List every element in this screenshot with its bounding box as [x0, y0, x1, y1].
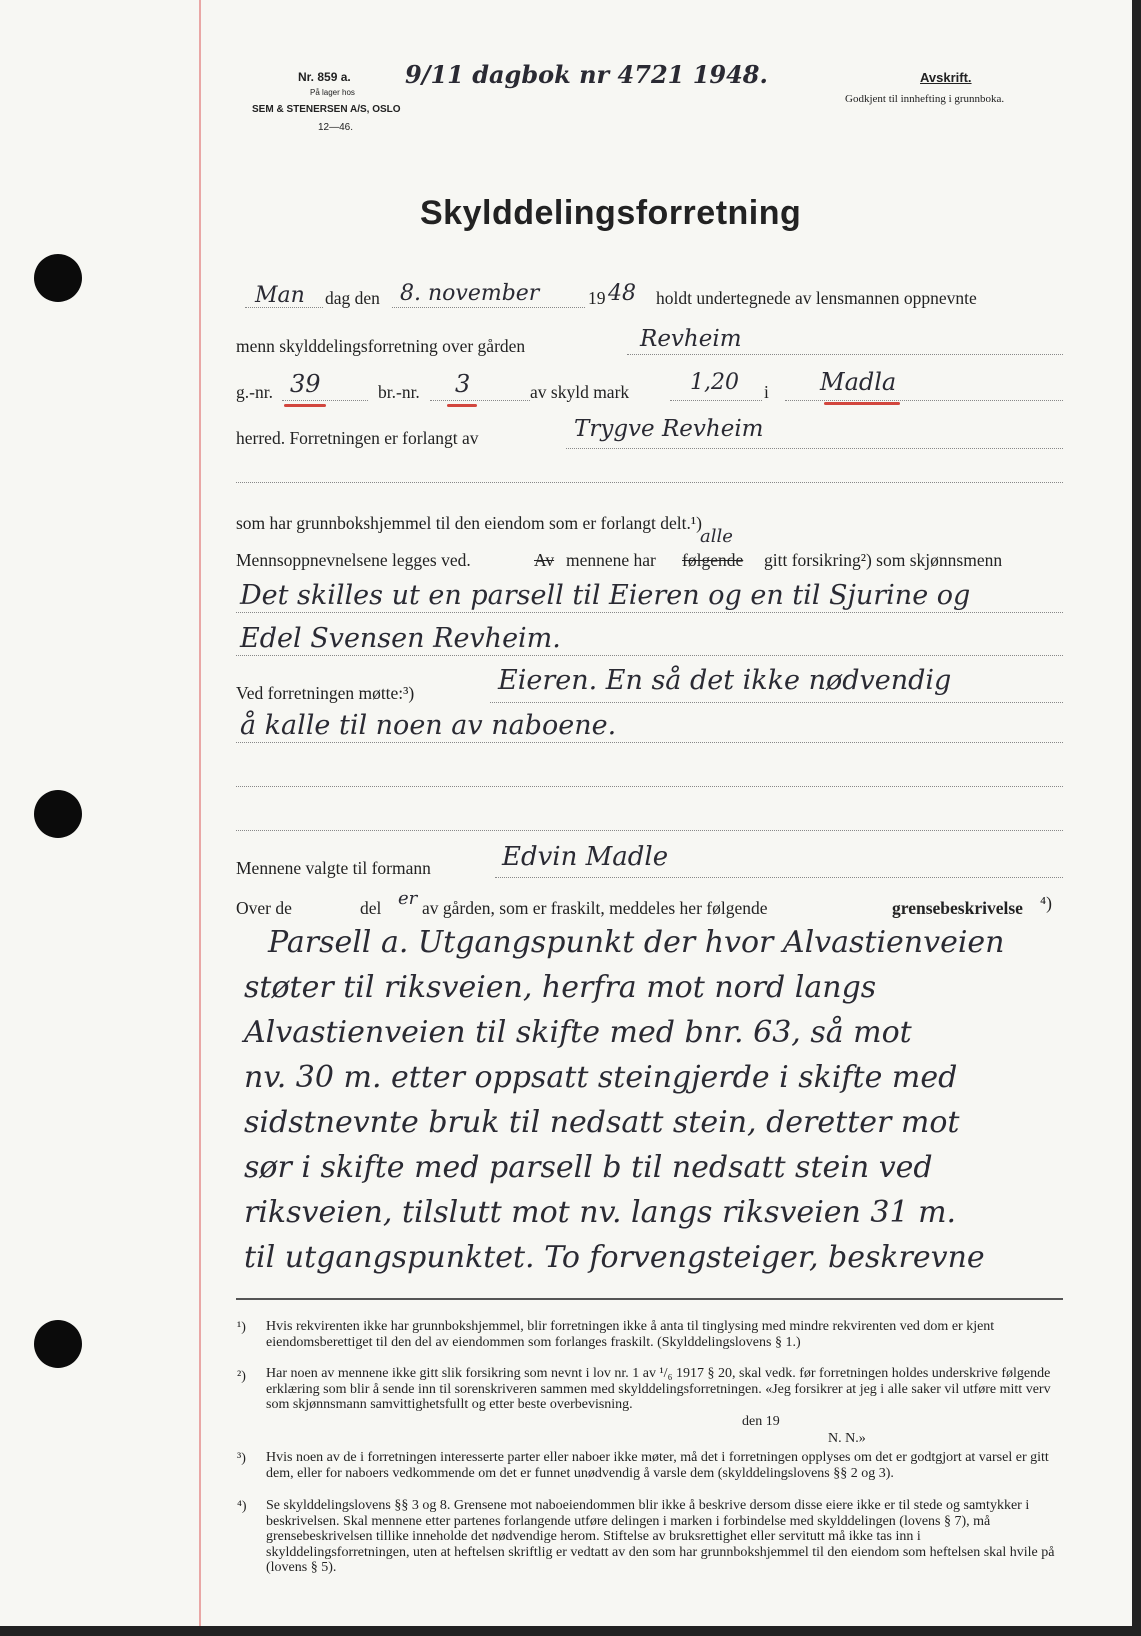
weekday-value: Man — [255, 283, 305, 308]
bnr-label: br.-nr. — [378, 382, 420, 402]
attend-label: Ved forretningen møtte:³) — [236, 683, 415, 703]
boundary-line: nv. 30 m. etter oppsatt steingjerde i skifte med — [244, 1060, 958, 1095]
footnote-number: ⁴) — [237, 1499, 247, 1514]
scan-edge — [1132, 0, 1141, 1636]
footnote-text: Hvis noen av de i forretningen interesserte parter eller naboer ikke møter, må det i forretningen opplyses om det er godtgjort at varsel er gitt dem, eller for naboers vedkommende om det er funnet unødvendig å varsle dem (skylddelingslovens §§ 2 og 3). — [266, 1450, 1049, 1481]
day-label: dag den — [325, 288, 380, 308]
margin-line — [199, 0, 201, 1626]
over-label-sup: ⁴) — [1040, 893, 1052, 913]
menn-line-strike: følgende — [682, 550, 744, 570]
purpose-line: Det skilles ut en parsell til Eieren og en til Sjurine og — [240, 580, 971, 611]
printer-name: SEM & STENERSEN A/S, OSLO — [252, 104, 401, 115]
boundary-line: riksveien, tilslutt mot nv. langs riksveien 31 m. — [244, 1195, 957, 1230]
over-label-a: Over de — [236, 898, 292, 918]
menn-line-b: mennene har — [566, 550, 656, 570]
footnote-number: ²) — [237, 1369, 246, 1384]
scan-edge — [0, 1626, 1141, 1636]
line1-text: holdt undertegnede av lensmannen oppnevnte — [656, 288, 977, 308]
footnote-date-line: den 19 — [742, 1414, 780, 1429]
form-number: Nr. 859 a. — [298, 70, 351, 84]
year-prefix: 19 — [588, 288, 606, 308]
over-label-c: av gården, som er fraskilt, meddeles her følgende — [422, 898, 768, 918]
punch-hole — [34, 254, 82, 302]
punch-hole — [34, 790, 82, 838]
footnote-signature: N. N.» — [828, 1431, 866, 1446]
menn-line-strike: Av — [534, 550, 555, 570]
municipality-value: Madla — [820, 368, 897, 396]
boundary-line: Alvastienveien til skifte med bnr. 63, så mot — [244, 1015, 912, 1050]
footnote-text: Se skylddelingslovens §§ 3 og 8. Grensene mot naboeiendommen blir ikke å beskrive dersom disse eiere ikke er til stede og samtykker i beskrivelsen. Skal mennene etter partenes forlangende utføre delingen i marken i forbindelse med skylddelingen (lovens § 7), må grensebeskrivelsen tillike inneholde det nødvendige herom. Stiftelse av bruksrettighet eller servitutt må ikke tas inn i skylddelingsforretningen, uten at heftelsen skriftlig er vedtatt av den som har grunnbokshjemmel til den eiendom som heftelsen skal hvile på (lovens § 5). — [266, 1498, 1055, 1575]
footnote-divider — [236, 1298, 1063, 1300]
boundary-line: Parsell a. Utgangspunkt der hvor Alvastienveien — [268, 925, 1005, 960]
menn-line-a: Mennsoppnevnelsene legges ved. — [236, 550, 471, 570]
approval-note: Godkjent til innhefting i grunnboka. — [845, 93, 1005, 105]
year-value: 48 — [608, 281, 636, 306]
over-label-bold: grensebeskrivelse — [892, 898, 1023, 918]
farm-label: menn skylddelingsforretning over gården — [236, 336, 526, 356]
requester-name: Trygve Revheim — [574, 416, 764, 442]
gnr-label: g.-nr. — [236, 382, 273, 402]
menn-line-c: gitt forsikring²) som skjønnsmenn — [764, 550, 1003, 570]
printer-line: På lager hos — [310, 88, 355, 97]
skyld-value: 1,20 — [690, 370, 739, 395]
over-label-b: del — [360, 898, 382, 918]
copy-label: Avskrift. — [920, 70, 972, 85]
herred-label: herred. Forretningen er forlangt av — [236, 428, 479, 448]
purpose-line: Edel Svensen Revheim. — [240, 623, 561, 654]
boundary-line: støter til riksveien, herfra mot nord langs — [244, 970, 877, 1005]
farm-name: Revheim — [640, 326, 742, 352]
chair-label: Mennene valgte til formann — [236, 858, 431, 878]
footnote-text: Hvis rekvirenten ikke har grunnbokshjemmel, blir forretningen ikke å anta til tinglysing med mindre rekvirenten ved dom er kjent eiendomsberettiget til den del av eiendommen som forlanges fraskilt. (Skylddelingslovens § 1.) — [266, 1319, 995, 1350]
boundary-line: sør i skifte med parsell b til nedsatt stein ved — [244, 1150, 933, 1185]
date-value: 8. november — [400, 281, 540, 306]
attend-line: Eieren. En så det ikke nødvendig — [498, 665, 952, 696]
printer-date: 12—46. — [318, 122, 354, 133]
boundary-line: til utgangspunktet. To forvengsteiger, beskrevne — [244, 1240, 985, 1275]
punch-hole — [34, 1320, 82, 1368]
over-insert: er — [398, 888, 418, 909]
handwritten-reference: 9/11 dagbok nr 4721 1948. — [405, 60, 768, 89]
boundary-line: sidstnevnte bruk til nedsatt stein, deretter mot — [244, 1105, 960, 1140]
attend-line: å kalle til noen av naboene. — [240, 710, 617, 741]
footnote-text: Har noen av mennene ikke gitt slik forsikring som nevnt i lov nr. 1 av ¹/₆ 1917 § 20, skal vedk. før forretningen holdes underskrive følgende erklæring som blir å sende inn til sorenskriveren sammen med skylddelingsforretningen. «Jeg forsikrer at jeg i alle saker vil utføre mitt verv som skjønnsmann samvittighetsfullt og etter beste overbevisning. — [266, 1366, 1051, 1412]
menn-line-insert: alle — [700, 526, 733, 547]
footnote-number: ³) — [237, 1451, 246, 1466]
footnote-number: ¹) — [237, 1320, 246, 1335]
grunnbok-line: som har grunnbokshjemmel til den eiendom som er forlangt delt.¹) — [236, 513, 702, 533]
skyld-label: av skyld mark — [530, 382, 630, 402]
chair-name: Edvin Madle — [502, 842, 669, 872]
in-label: i — [764, 382, 769, 402]
gnr-value: 39 — [290, 370, 321, 398]
bnr-value: 3 — [455, 370, 471, 398]
page-title: Skylddelingsforretning — [420, 194, 802, 232]
